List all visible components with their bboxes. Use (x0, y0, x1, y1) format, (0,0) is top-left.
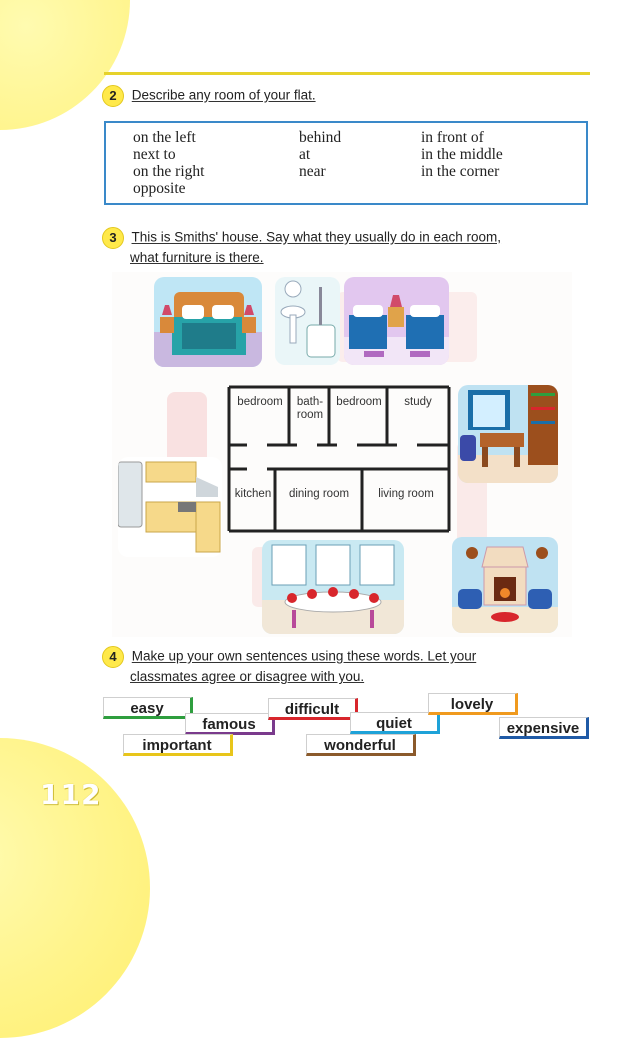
word-card-wonderful: wonderful (306, 734, 416, 756)
bathtub-icon (275, 277, 340, 365)
house-illustration (112, 272, 572, 637)
word-card-difficult: difficult (268, 698, 358, 720)
living-room-picture (452, 537, 558, 633)
plan-label-bathroom-line-1: bath- (296, 396, 324, 408)
dining-room-picture (262, 540, 404, 634)
phrase-column-1 (133, 129, 204, 197)
second-bedroom-picture (344, 277, 449, 365)
word-card-lovely: lovely (428, 693, 518, 715)
plan-label-study: study (404, 396, 432, 408)
dining-table-icon (262, 540, 404, 634)
plan-label-bathroom-line-2: room (296, 409, 324, 421)
decorative-corner-top (0, 0, 130, 130)
phrase-box (104, 121, 588, 205)
desk-icon (458, 385, 558, 483)
phrase-column-2 (299, 129, 341, 180)
task-4-heading (102, 646, 590, 685)
word-card-expensive: expensive (499, 717, 589, 739)
task-3-instruction-line-2: what furniture is there. (130, 250, 264, 265)
bathroom-picture (275, 277, 340, 365)
word-card-quiet: quiet (350, 712, 440, 734)
task-4-instruction-line-2: classmates agree or disagree with you. (130, 669, 365, 684)
phrase: on the left (133, 129, 196, 146)
task-4-instruction-line-1: Make up your own sentences using these words. Let your (131, 648, 477, 664)
task-3-number: 3 (102, 227, 124, 249)
plan-label-dining-room: dining room (288, 488, 350, 500)
bedroom-picture (154, 277, 262, 367)
task-2-instruction: Describe any room of your flat. (131, 87, 316, 103)
task-4-number: 4 (102, 646, 124, 668)
phrase: next to (133, 146, 176, 163)
plan-label-bathroom (291, 396, 329, 422)
kitchen-picture (118, 457, 222, 557)
phrase: behind (299, 129, 342, 146)
phrase: in front of (421, 129, 484, 146)
kitchen-icon (118, 457, 222, 557)
task-2-heading (102, 85, 590, 107)
task-3-instruction-line-1: This is Smiths' house. Say what they usually do in each room, (131, 229, 502, 245)
phrase: at (299, 146, 311, 163)
word-card-important: important (123, 734, 233, 756)
plan-label-kitchen: kitchen (234, 488, 272, 500)
task-2-number: 2 (102, 85, 124, 107)
phrase-column-3 (421, 129, 503, 180)
word-card-famous: famous (185, 713, 275, 735)
task-3-heading (102, 227, 590, 266)
bed-icon (154, 277, 262, 367)
header-rule (104, 72, 590, 75)
plan-label-living-room: living room (378, 488, 434, 500)
phrase: on the right (133, 163, 205, 180)
phrase: near (299, 163, 326, 180)
plan-label-second-bedroom: bedroom (336, 396, 382, 408)
page-number: 112 (40, 778, 102, 811)
bed-icon (344, 277, 449, 365)
fireplace-icon (452, 537, 558, 633)
plan-label-bedroom: bedroom (237, 396, 283, 408)
phrase: in the corner (421, 163, 500, 180)
study-picture (458, 385, 558, 483)
word-card-easy: easy (103, 697, 193, 719)
phrase: opposite (133, 180, 186, 197)
phrase: in the middle (421, 146, 503, 163)
